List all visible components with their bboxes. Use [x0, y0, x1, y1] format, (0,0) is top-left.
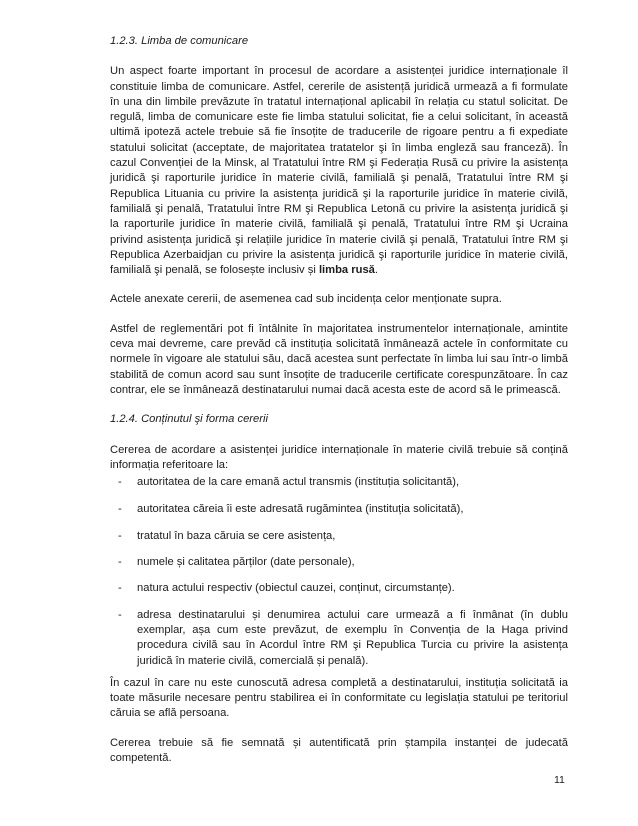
list-item	[110, 475, 568, 490]
list-item-text: tratatul în baza căruia se cere asistența,	[137, 529, 336, 542]
bullet-dash: -	[118, 608, 122, 621]
list-item-text: autoritatea de la care emană actul transmis (instituția solicitantă),	[137, 476, 460, 489]
paragraph-international-instruments: Astfel de reglementări pot fi întâlnite în majoritatea instrumentelor internaționale, amintite ceva mai devreme, care prevăd că instituția solicitată înmânează actele în conformitate cu normele în vigoare ale statului său, dacă acestea sunt perfectate în limba lui sau într-o limbă stabilită de comun acord sau sunt însoțite de traducerile certificate corespunzătoare. În caz contrar, ele se înmânează destinatarului numai dacă acesta este de acord să le primească.	[110, 322, 568, 396]
list-item-text: numele și calitatea părților (date personale),	[137, 556, 355, 569]
list-item	[110, 502, 568, 517]
section-heading-limba-de-comunicare: 1.2.3. Limba de comunicare	[110, 35, 249, 47]
bullet-dash: -	[118, 556, 122, 569]
section-heading-continutul-si-forma: 1.2.4. Conținutul şi forma cererii	[110, 413, 268, 426]
paragraph-unknown-address: În cazul în care nu este cunoscută adresa completă a destinatarului, instituția solicitată ia toate măsurile necesare pentru stabilirea ei în conformitate cu legislația statului pe teritoriul căruia se află persoana.	[110, 676, 568, 720]
bullet-dash: -	[118, 503, 122, 516]
document-page	[110, 34, 568, 780]
bullet-dash: -	[118, 476, 122, 489]
paragraph-signature-stamp: Cererea trebuie să fie semnată și autentificată prin ștampila instanței de judecată competentă.	[110, 736, 568, 764]
list-item	[110, 581, 568, 596]
paragraph-annexed-acts: Actele anexate cererii, de asemenea cad sub incidența celor menționate supra.	[110, 293, 502, 306]
bullet-dash: -	[118, 529, 122, 542]
bold-phrase-limba-rusa: limba rusă	[318, 264, 375, 277]
paragraph-request-content-intro: Cererea de acordare a asistenței juridice internaționale în materie civilă trebuie să conțină informația referitoare la:	[110, 443, 568, 471]
paragraph-language-of-communication	[110, 64, 568, 278]
bullet-dash: -	[118, 582, 122, 595]
list-item-text: adresa destinatarului și denumirea actului care urmează a fi înmânat (în dublu exemplar, așa cum este prevăzut, de exemplu în Convenția de la Haga privind procedura civilă sau în Acordul între RM şi Republica Turcia cu privire la asistența juridică în materie civilă, comercială și penală).	[137, 608, 568, 667]
page-number: 11	[554, 774, 565, 786]
paragraph-text: Un aspect foarte important în procesul de acordare a asistenței juridice internaționale îl constituie limba de comunicare. Astfel, cererile de asistență juridică urmează a fi formulate în una din limbile prevăzute în tratatul internațional aplicabil în relația cu statul solicitat. De regulă, limba de comunicare este fie limba statului solicitat, fie a celui solicitant, în această ultimă ipoteză actele trebuie să fie însoțite de traducerile de rigoare pentru a fi expediate statului solicitat (acceptate, de majoritatea tratatelor şi în limba engleză sau franceză). În cazul Convenției de la Minsk, al Tratatului între RM şi Federația Rusă cu privire la asistența juridică şi raporturile juridice în materie civilă, familială şi penală, Tratatului între RM şi Republica Lituania cu privire la asistența juridică şi la raporturile juridice în materie civilă, familială şi penală, Tratatului între RM şi Republica Letonă cu privire la asistența juridică şi la raporturile juridice în materie civilă, familială şi penală, Tratatului între RM şi Ucraina privind asistența juridică şi relațiile juridice în materie civilă şi penală, Tratatului între RM şi Republica Azerbaidjan cu privire la asistența juridică şi raporturile juridice în materie civilă, familială şi penală, se folosește inclusiv și	[110, 65, 568, 277]
list-item	[110, 608, 568, 669]
list-item	[110, 555, 568, 570]
list-item	[110, 529, 568, 544]
list-item-text: natura actului respectiv (obiectul cauzei, conținut, circumstanțe).	[137, 582, 455, 595]
requirements-list	[110, 475, 568, 669]
list-item-text: autoritatea căreia îi este adresată rugămintea (instituția solicitată),	[137, 503, 464, 516]
paragraph-end: .	[374, 264, 379, 277]
